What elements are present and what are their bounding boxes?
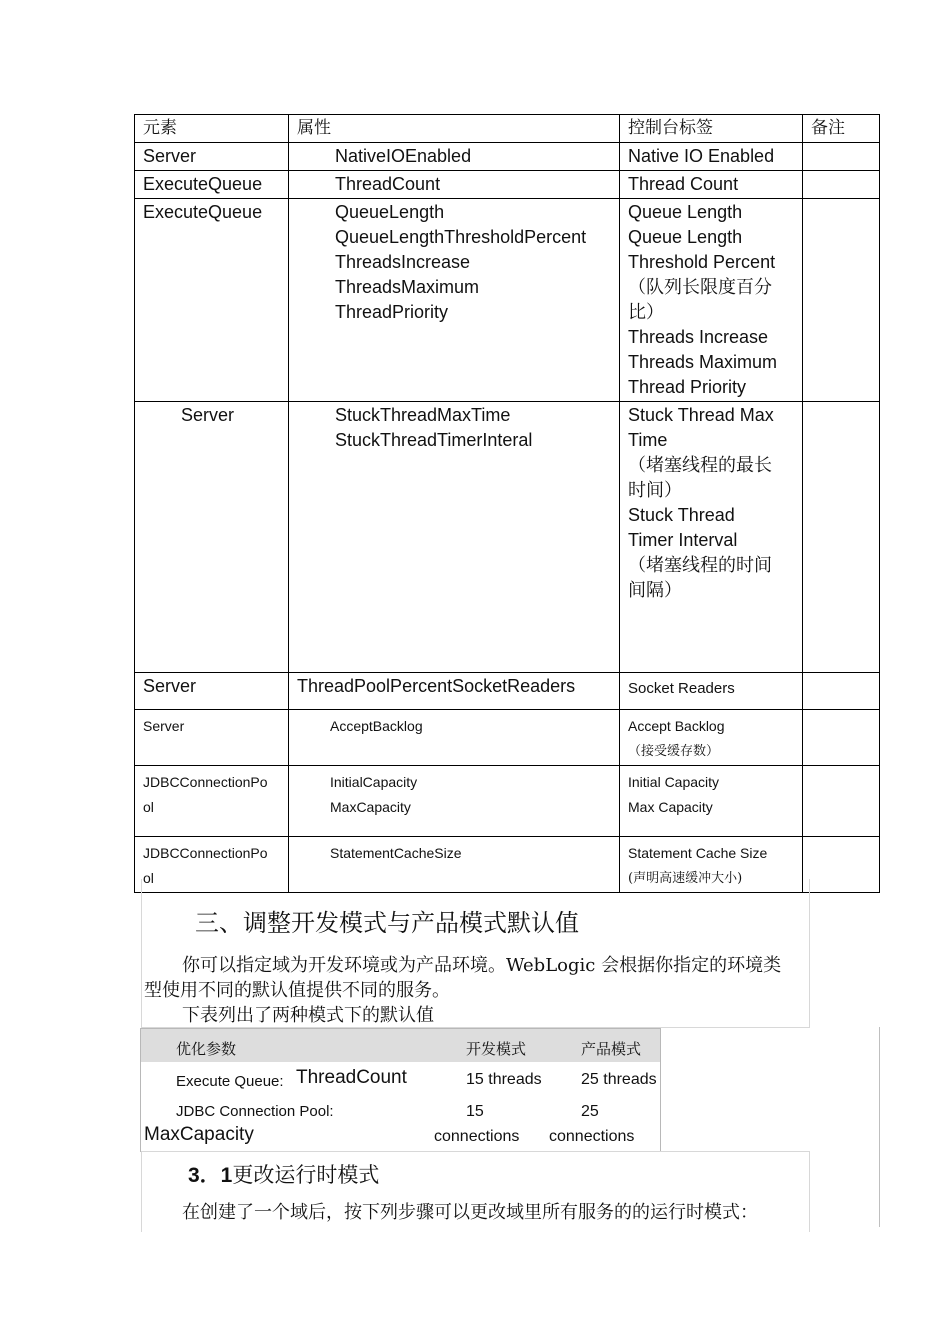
label-line: Queue Length bbox=[628, 202, 743, 222]
label-line: Thread Priority bbox=[628, 377, 747, 397]
attribute-cell: NativeIOEnabled bbox=[335, 146, 472, 166]
element-cell: Server bbox=[143, 146, 197, 166]
label-line: （接受缓存数） bbox=[628, 744, 720, 759]
paragraph-line: 型使用不同的默认值提供不同的服务。 bbox=[144, 980, 450, 1001]
note-cell bbox=[803, 766, 880, 837]
element-cell: Server bbox=[143, 718, 185, 734]
header-console-label: 控制台标签 bbox=[628, 118, 713, 138]
attribute-cell: ThreadPoolPercentSocketReaders bbox=[297, 676, 576, 696]
element-cell bbox=[135, 766, 288, 821]
label-line: （队列长限度百分 bbox=[628, 277, 772, 298]
label-line: Queue Length bbox=[628, 227, 743, 247]
label-line: Stuck Thread bbox=[628, 505, 735, 525]
element-line: ol bbox=[143, 870, 154, 886]
attribute-line: InitialCapacity bbox=[330, 774, 418, 790]
label-line: Threshold Percent bbox=[628, 252, 776, 272]
note-cell bbox=[803, 143, 880, 171]
param-main: ThreadCount bbox=[296, 1067, 407, 1088]
label-line: (声明高速缓冲大小) bbox=[628, 871, 743, 886]
table-row bbox=[135, 171, 880, 199]
param-main: MaxCapacity bbox=[144, 1124, 254, 1145]
label-cell: Thread Count bbox=[628, 174, 739, 194]
label-line: 时间） bbox=[628, 480, 682, 501]
table-row bbox=[135, 766, 880, 837]
attribute-cell: StatementCacheSize bbox=[330, 845, 462, 861]
subsection-number: 3．1 bbox=[188, 1164, 233, 1187]
label-cell bbox=[620, 766, 802, 821]
element-cell: Server bbox=[143, 676, 197, 696]
note-cell bbox=[803, 837, 880, 893]
table-row bbox=[135, 710, 880, 766]
label-line: Stuck Thread Max bbox=[628, 405, 774, 425]
label-cell: Native IO Enabled bbox=[628, 146, 775, 166]
label-line: Timer Interval bbox=[628, 530, 738, 550]
note-cell bbox=[803, 710, 880, 766]
note-cell bbox=[803, 402, 880, 673]
page-border-line bbox=[879, 1027, 880, 1227]
element-cell: Server bbox=[181, 405, 235, 425]
table-header-row bbox=[135, 115, 880, 143]
attribute-cell bbox=[289, 402, 619, 454]
attribute-cell bbox=[289, 199, 619, 326]
section-heading: 三、调整开发模式与产品模式默认值 bbox=[195, 909, 579, 937]
header-prod-mode: 产品模式 bbox=[581, 1040, 642, 1058]
prod-value: 25 bbox=[581, 1103, 599, 1120]
label-cell bbox=[620, 710, 802, 765]
element-cell: ExecuteQueue bbox=[143, 174, 263, 194]
table-row bbox=[135, 143, 880, 171]
paragraph-line: 下表列出了两种模式下的默认值 bbox=[182, 1005, 434, 1026]
header-dev-mode: 开发模式 bbox=[466, 1040, 527, 1058]
label-line: Time bbox=[628, 430, 668, 450]
label-cell bbox=[620, 402, 802, 604]
attribute-line: MaxCapacity bbox=[330, 799, 411, 815]
element-attribute-table bbox=[134, 114, 880, 893]
table-row bbox=[135, 402, 880, 673]
attribute-line: StuckThreadTimerInteral bbox=[335, 430, 533, 450]
paragraph-line: 你可以指定域为开发环境或为产品环境。WebLogic 会根据你指定的环境类 bbox=[182, 955, 782, 976]
attribute-cell: AcceptBacklog bbox=[330, 718, 423, 734]
dev-value: 15 threads bbox=[466, 1071, 542, 1088]
label-line: （堵塞线程的最长 bbox=[628, 455, 772, 476]
note-cell bbox=[803, 199, 880, 402]
label-line: 比） bbox=[628, 302, 664, 323]
table-row bbox=[135, 199, 880, 402]
paragraph-line: 在创建了一个域后，按下列步骤可以更改域里所有服务的的运行时模式： bbox=[182, 1202, 758, 1223]
element-cell: ExecuteQueue bbox=[143, 202, 263, 222]
note-cell bbox=[803, 673, 880, 710]
attribute-cell bbox=[289, 766, 619, 821]
attribute-cell: ThreadCount bbox=[335, 174, 441, 194]
label-line: （堵塞线程的时间 bbox=[628, 555, 772, 576]
label-line: Accept Backlog bbox=[628, 718, 725, 734]
label-cell: Socket Readers bbox=[628, 680, 735, 697]
label-line: Max Capacity bbox=[628, 799, 713, 815]
attribute-line: ThreadPriority bbox=[335, 302, 449, 322]
label-line: Threads Increase bbox=[628, 327, 769, 347]
param-prefix: JDBC Connection Pool: bbox=[176, 1103, 334, 1120]
header-element: 元素 bbox=[143, 118, 177, 138]
prod-unit: connections bbox=[549, 1128, 635, 1145]
element-line: JDBCConnectionPo bbox=[143, 845, 268, 861]
header-param: 优化参数 bbox=[176, 1040, 237, 1058]
dev-value: 15 bbox=[466, 1103, 484, 1120]
label-line: 间隔） bbox=[628, 580, 682, 601]
note-cell bbox=[803, 171, 880, 199]
attribute-line: ThreadsMaximum bbox=[335, 277, 480, 297]
header-attribute: 属性 bbox=[297, 118, 331, 138]
label-line: Statement Cache Size bbox=[628, 845, 768, 861]
table-row bbox=[135, 673, 880, 710]
subsection-heading bbox=[188, 1159, 379, 1189]
subsection-title: 更改运行时模式 bbox=[232, 1163, 380, 1187]
attribute-line: QueueLengthThresholdPercent bbox=[335, 227, 587, 247]
header-note: 备注 bbox=[811, 118, 845, 138]
element-line: ol bbox=[143, 799, 154, 815]
attribute-line: StuckThreadMaxTime bbox=[335, 405, 511, 425]
label-line: Threads Maximum bbox=[628, 352, 778, 372]
defaults-table bbox=[140, 1028, 661, 1152]
attribute-line: ThreadsIncrease bbox=[335, 252, 471, 272]
dev-unit: connections bbox=[434, 1128, 520, 1145]
attribute-line: QueueLength bbox=[335, 202, 445, 222]
label-line: Initial Capacity bbox=[628, 774, 720, 790]
param-prefix: Execute Queue: bbox=[176, 1073, 284, 1090]
label-cell bbox=[620, 199, 802, 401]
prod-value: 25 threads bbox=[581, 1071, 657, 1088]
element-line: JDBCConnectionPo bbox=[143, 774, 268, 790]
